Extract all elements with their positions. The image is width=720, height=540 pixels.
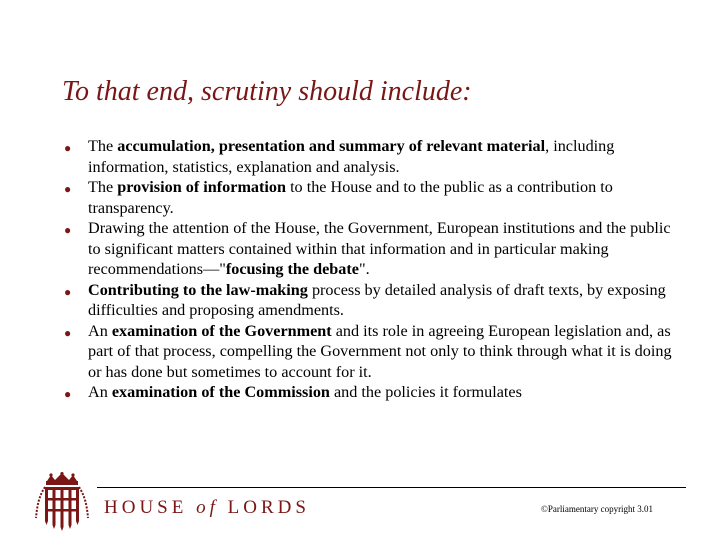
house-of-lords-wordmark (104, 497, 310, 519)
bullet-text: The (88, 137, 118, 155)
bullet-emphasis: Contributing to the law-making (88, 280, 308, 299)
bullet-emphasis: focusing the debate (225, 260, 359, 278)
bullet-text: and its role in agreeing European legislation and, as part of that process, compelling the Government not only to think through what it is doing or has done but sometimes to account for it. (88, 321, 672, 381)
wordmark-of: of (196, 497, 219, 518)
bullet-item (64, 382, 684, 403)
bullet-text: An (88, 321, 112, 340)
bullet-text: , including information, statistics, explanation and analysis. (88, 137, 615, 176)
bullet-text: process by detailed analysis of draft texts, by exposing difficulties and proposing amendments. (88, 280, 666, 319)
copyright-notice: ©Parliamentary copyright 3.01 (541, 504, 654, 514)
wordmark-lords: LORDS (227, 497, 310, 518)
bullet-list (64, 136, 684, 403)
bullet-marker-icon: ● (64, 284, 72, 299)
bullet-item (64, 321, 684, 383)
portcullis-icon (33, 472, 91, 532)
bullet-emphasis: examination of the Government (111, 321, 332, 340)
bullet-marker-icon: ● (64, 141, 72, 155)
wordmark-house: HOUSE (104, 497, 188, 518)
footer-divider (97, 487, 686, 488)
bullet-marker-icon: ● (64, 223, 72, 237)
bullet-emphasis: examination of the Commission (111, 383, 330, 401)
slide-title: To that end, scrutiny should include: (62, 76, 472, 107)
bullet-text: and the policies it formulates (329, 383, 522, 401)
bullet-text: ". (358, 260, 370, 278)
bullet-text: The (88, 178, 118, 196)
bullet-text: An (88, 383, 112, 401)
bullet-emphasis: provision of information (117, 178, 287, 196)
bullet-item (64, 218, 684, 280)
bullet-emphasis: accumulation, presentation and summary of relevant material (117, 137, 546, 155)
bullet-marker-icon: ● (64, 182, 72, 196)
bullet-marker-icon: ● (64, 325, 72, 340)
bullet-item (64, 136, 684, 177)
bullet-marker-icon: ● (64, 387, 72, 401)
bullet-item (64, 280, 684, 321)
bullet-text: to the House and to the public as a contribution to transparency. (88, 178, 613, 217)
bullet-text: Drawing the attention of the House, the Government, European institutions and the public to significant matters contained within that information and in particular making recommendations—" (88, 219, 671, 278)
bullet-item (64, 177, 684, 218)
